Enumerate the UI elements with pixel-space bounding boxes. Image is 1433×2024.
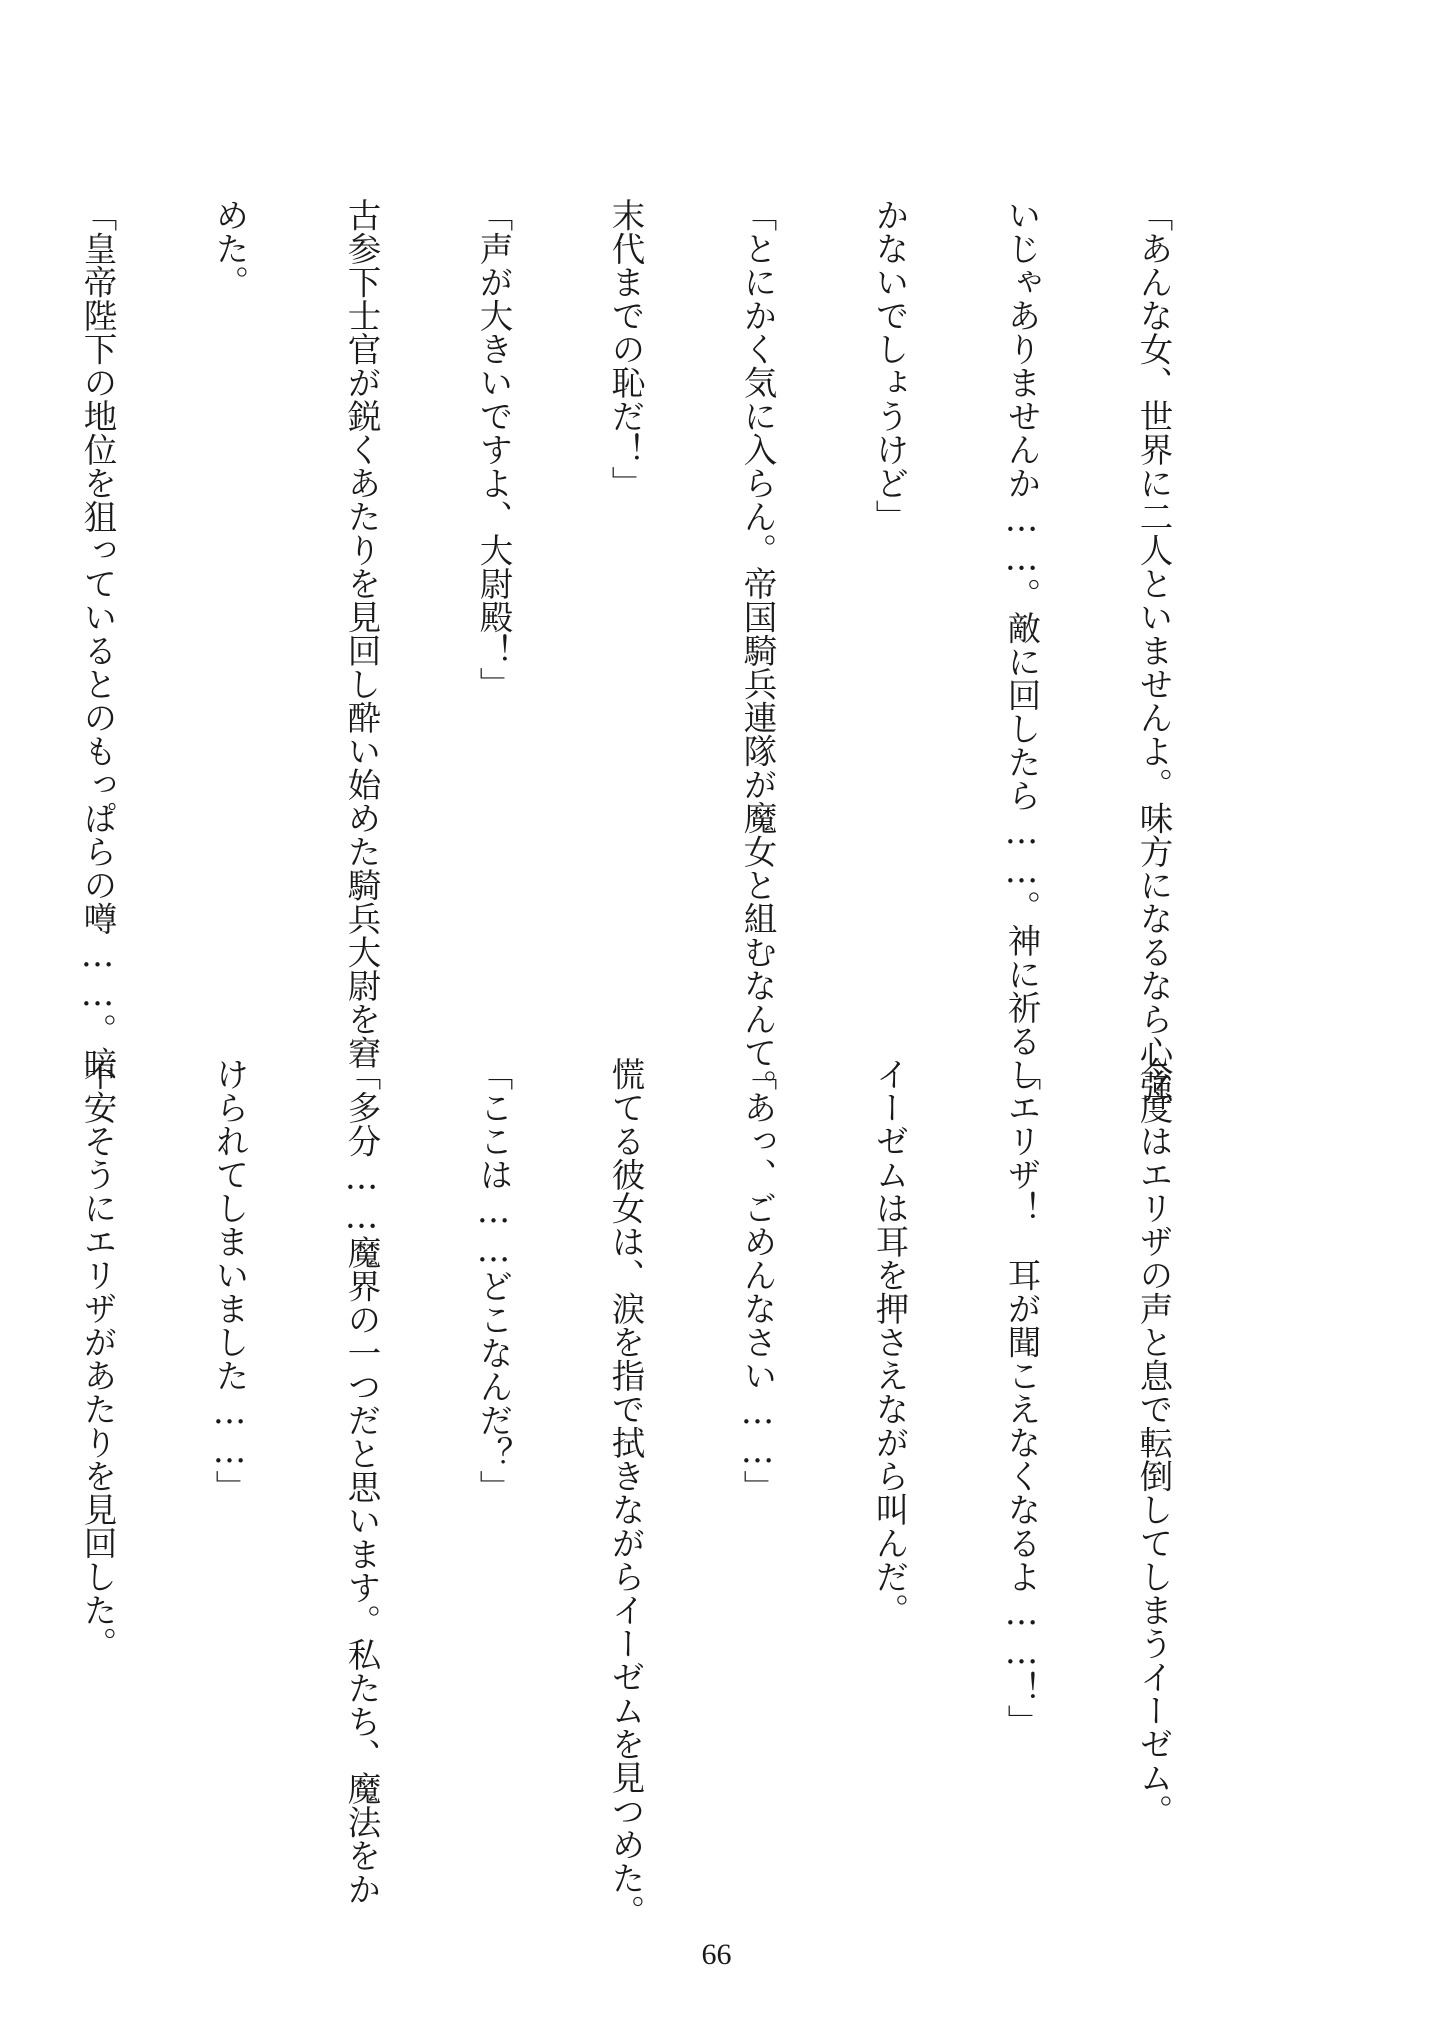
- upper-text-block: [78, 198, 1263, 1103]
- text-line: めた。: [210, 198, 249, 299]
- text-line: かないでしょうけど」: [870, 198, 909, 533]
- text-line: 「とにかく気に入らん。帝国騎兵連隊が魔女と組むなんて。: [738, 198, 777, 1103]
- text-line: 「ここは……どこなんだ？」: [474, 1057, 513, 1504]
- lower-text-block: [78, 1057, 1263, 1928]
- text-line: 「あんな女、世界に二人といませんよ。味方になるなら心強: [1134, 198, 1173, 1103]
- text-line: 不安そうにエリザがあたりを見回した。: [78, 1057, 117, 1660]
- text-line: いじゃありませんか……。敵に回したら……。神に祈るし: [1002, 198, 1041, 1091]
- text-line: 末代までの恥だ！」: [606, 198, 645, 500]
- text-line: 「声が大きいですよ、大尉殿！」: [474, 198, 513, 701]
- text-line: 「エリザ！ 耳が聞こえなくなるよ……！」: [1002, 1057, 1041, 1738]
- text-line: 「皇帝陛下の地位を狙っているとのもっぱらの噂……。暗: [78, 198, 117, 1080]
- page-number: 66: [701, 1938, 732, 1971]
- text-line: イーゼムは耳を押さえながら叫んだ。: [870, 1057, 909, 1627]
- text-line: けられてしまいました……」: [210, 1057, 249, 1504]
- text-line: 古参下士官が鋭くあたりを見回し酔い始めた騎兵大尉を窘: [342, 198, 381, 1069]
- text-line: 「あっ、ごめんなさい……」: [738, 1057, 777, 1504]
- text-line: 「多分……魔界の一つだと思います。私たち、魔法をか: [342, 1057, 381, 1906]
- text-line: 今度はエリザの声と息で転倒してしまうイーゼム。: [1134, 1057, 1173, 1828]
- text-line: 慌てる彼女は、涙を指で拭きながらイーゼムを見つめた。: [606, 1057, 645, 1928]
